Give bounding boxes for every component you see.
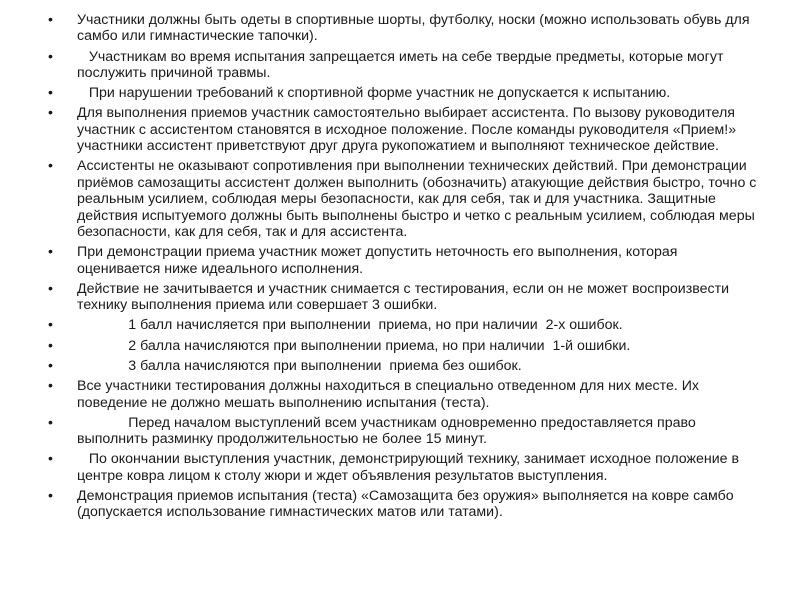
bullet-icon: • (48, 12, 53, 28)
list-item (48, 488, 762, 521)
list-item (48, 244, 762, 277)
rules-list (48, 12, 762, 521)
list-item (48, 49, 762, 82)
list-item (48, 338, 762, 354)
list-item-text: Действие не зачитывается и участник снимается с тестирования, если он не может воспроизвести технику выполнения приема или совершает 3 ошибки. (77, 280, 733, 314)
bullet-icon: • (48, 48, 53, 65)
bullet-icon: • (48, 317, 53, 334)
list-item (48, 105, 762, 154)
bullet-icon: • (48, 244, 53, 261)
bullet-icon: • (48, 280, 53, 297)
list-item (48, 451, 762, 484)
bullet-icon: • (48, 105, 53, 122)
list-item-text: Все участники тестирования должны находиться в специально отведенном для них месте. Их поведение не должно мешать выполнению испытания (теста). (77, 378, 703, 411)
list-item-text: 1 балл начисляется при выполнении приема, но при наличии 2-х ошибок. (77, 317, 623, 334)
list-item-text: Для выполнения приемов участник самостоятельно выбирает ассистента. По вызову руководителя участник с ассистентом становятся в исходное положение. После команды руководителя «Прием!» участники ассистент приветствуют друг друга рукопожатием и выполняют техническое действие. (77, 105, 741, 155)
list-item (48, 358, 762, 374)
list-item-text: Участникам во время испытания запрещается иметь на себе твердые предметы, которые могут послужить причиной травмы. (77, 48, 728, 82)
list-item-text: При нарушении требований к спортивной форме участник не допускается к испытанию. (77, 85, 671, 102)
bullet-icon: • (48, 357, 53, 374)
list-item (48, 158, 762, 240)
list-item (48, 281, 762, 314)
bullet-icon: • (48, 378, 53, 395)
bullet-icon: • (48, 158, 53, 175)
bullet-icon: • (48, 414, 53, 431)
list-item (48, 85, 762, 101)
list-item-text: 3 балла начисляются при выполнении приема без ошибок. (77, 357, 522, 374)
list-item-text: 2 балла начисляются при выполнении приема, но при наличии 1-й ошибки. (77, 337, 631, 354)
bullet-icon: • (48, 487, 53, 504)
bullet-icon: • (48, 451, 53, 468)
list-item-text: Ассистенты не оказывают сопротивления при выполнении технических действий. При демонстрации приёмов самозащиты ассистент должен выполнить (обозначить) атакующие действия быстро, точно с реальным усилием, соблюдая меры безопасности, как для себя, так и для участника. Защитные действия испытуемого должны быть выполнены быстро и четко с реальным усилием, соблюдая меры безопасности, как для себя, так и для ассистента. (77, 158, 761, 241)
list-item-text: По окончании выступления участник, демонстрирующий технику, занимает исходное положение в центре ковра лицом к столу жюри и ждет объявления результатов выступления. (77, 451, 743, 484)
list-item (48, 378, 762, 411)
list-item-text: При демонстрации приема участник может допустить неточность его выполнения, которая оценивается ниже идеального исполнения. (77, 244, 682, 277)
list-item (48, 317, 762, 333)
list-item-text: Участники должны быть одеты в спортивные шорты, футболку, носки (можно использовать обувь для самбо или гимнастические тапочки). (77, 12, 754, 45)
bullet-icon: • (48, 85, 53, 102)
list-item (48, 415, 762, 448)
list-item (48, 12, 762, 45)
list-item-text: Перед началом выступлений всем участникам одновременно предоставляется право выполнить разминку продолжительностью не более 15 минут. (77, 414, 700, 448)
bullet-icon: • (48, 337, 53, 354)
list-item-text: Демонстрация приемов испытания (теста) «Самозащита без оружия» выполняется на ковре самбо (допускается использование гимнастических матов или татами). (77, 487, 738, 521)
